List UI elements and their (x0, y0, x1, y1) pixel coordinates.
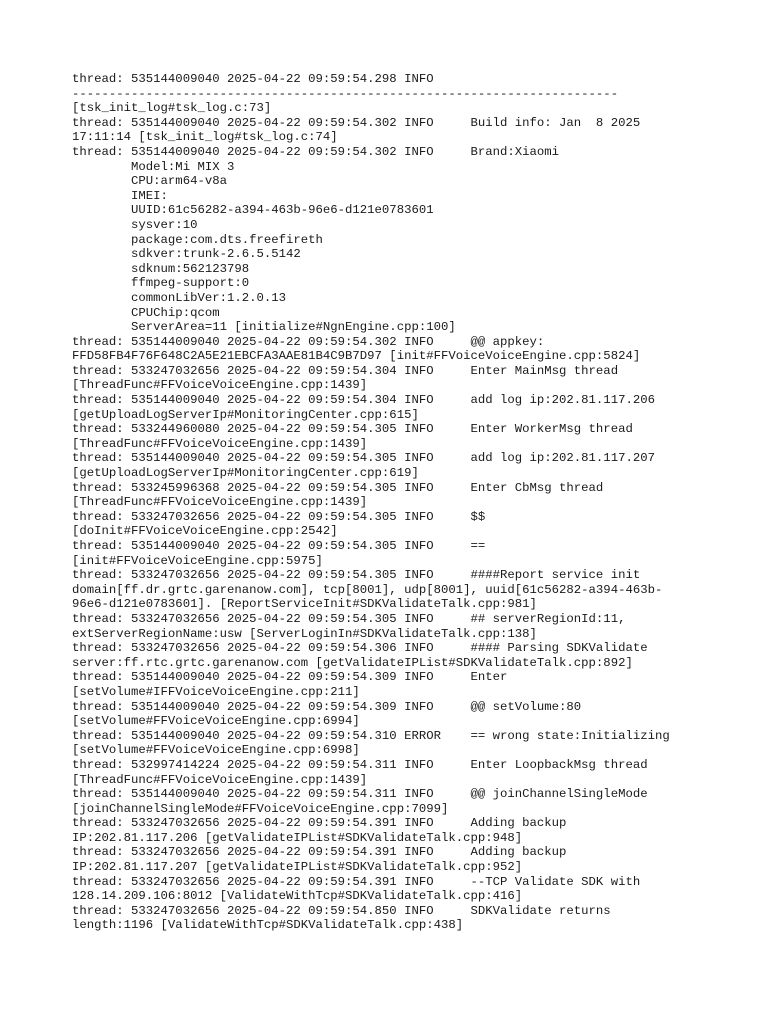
log-line: FFD58FB4F76F648C2A5E21EBCFA3AAE81B4C9B7D97 [init#FFVoiceVoiceEngine.cpp:5824] (72, 349, 641, 364)
log-line: ffmpeg-support:0 (72, 276, 250, 291)
log-line: Model:Mi MIX 3 (72, 159, 235, 174)
log-line: thread: 535144009040 2025-04-22 09:59:54.305 INFO == (72, 539, 486, 553)
log-line: UUID:61c56282-a394-463b-96e6-d121e0783601 (72, 203, 434, 218)
log-line: thread: 535144009040 2025-04-22 09:59:54.302 INFO Brand:Xiaomi (72, 144, 560, 159)
log-line: thread: 533247032656 2025-04-22 09:59:54.391 INFO --TCP Validate SDK with (72, 874, 641, 889)
log-line: thread: 533247032656 2025-04-22 09:59:54.304 INFO Enter MainMsg thread (72, 363, 619, 378)
log-line: thread: 535144009040 2025-04-22 09:59:54.309 INFO @@ setVolume:80 (72, 699, 582, 714)
log-line: thread: 535144009040 2025-04-22 09:59:54.298 INFO (72, 72, 434, 86)
log-line: sdknum:562123798 (72, 261, 250, 276)
log-line: thread: 535144009040 2025-04-22 09:59:54.305 INFO add log ip:202.81.117.207 (72, 451, 655, 466)
log-line: sysver:10 (72, 217, 198, 232)
log-line: sdkver:trunk-2.6.5.5142 (72, 247, 301, 262)
log-line: ServerArea=11 [initialize#NgnEngine.cpp:100] (72, 320, 456, 335)
log-line: package:com.dts.freefireth (72, 232, 323, 247)
log-line: 17:11:14 [tsk_init_log#tsk_log.c:74] (72, 130, 338, 145)
log-line: extServerRegionName:usw [ServerLoginIn#SDKValidateTalk.cpp:138] (72, 626, 537, 641)
log-line: [setVolume#FFVoiceVoiceEngine.cpp:6994] (72, 714, 360, 729)
log-line: thread: 535144009040 2025-04-22 09:59:54.302 INFO Build info: Jan 8 2025 (72, 115, 641, 130)
log-line: thread: 533247032656 2025-04-22 09:59:54.305 INFO $$ (72, 509, 486, 524)
log-page (72, 72, 712, 933)
log-line: [getUploadLogServerIp#MonitoringCenter.cpp:615] (72, 407, 419, 422)
log-line: thread: 533247032656 2025-04-22 09:59:54.850 INFO SDKValidate returns (72, 903, 611, 918)
log-line: thread: 533247032656 2025-04-22 09:59:54.305 INFO ####Report service init (72, 568, 641, 583)
log-line: thread: 533247032656 2025-04-22 09:59:54.306 INFO #### Parsing SDKValidate (72, 641, 648, 656)
log-line: [joinChannelSingleMode#FFVoiceVoiceEngine.cpp:7099] (72, 801, 449, 816)
log-line: thread: 535144009040 2025-04-22 09:59:54.309 INFO Enter (72, 670, 508, 685)
log-line: [tsk_init_log#tsk_log.c:73] (72, 101, 272, 116)
log-line: -------------------------------------------------------------------------- (72, 86, 619, 101)
log-line: thread: 535144009040 2025-04-22 09:59:54.304 INFO add log ip:202.81.117.206 (72, 393, 655, 408)
log-line: [getUploadLogServerIp#MonitoringCenter.cpp:619] (72, 466, 419, 481)
log-line: thread: 535144009040 2025-04-22 09:59:54.310 ERROR == wrong state:Initializing (72, 728, 670, 743)
log-line: [ThreadFunc#FFVoiceVoiceEngine.cpp:1439] (72, 772, 368, 787)
log-line: commonLibVer:1.2.0.13 (72, 290, 287, 305)
log-line: domain[ff.dr.grtc.garenanow.com], tcp[8001], udp[8001], uuid[61c56282-a394-463b- (72, 582, 663, 597)
log-text-block (72, 72, 712, 933)
log-line: thread: 533247032656 2025-04-22 09:59:54.391 INFO Adding backup (72, 845, 567, 860)
log-line: server:ff.rtc.grtc.garenanow.com [getValidateIPList#SDKValidateTalk.cpp:892] (72, 655, 633, 670)
log-line: 96e6-d121e0783601]. [ReportServiceInit#SDKValidateTalk.cpp:981] (72, 597, 537, 612)
log-line: [doInit#FFVoiceVoiceEngine.cpp:2542] (72, 524, 338, 539)
log-line: [setVolume#FFVoiceVoiceEngine.cpp:6998] (72, 743, 360, 758)
log-line: thread: 533245996368 2025-04-22 09:59:54.305 INFO Enter CbMsg thread (72, 480, 604, 495)
log-line: thread: 532997414224 2025-04-22 09:59:54.311 INFO Enter LoopbackMsg thread (72, 757, 648, 772)
log-line: thread: 535144009040 2025-04-22 09:59:54.302 INFO @@ appkey: (72, 334, 545, 349)
log-line: CPU:arm64-v8a (72, 174, 227, 189)
log-line: thread: 535144009040 2025-04-22 09:59:54.311 INFO @@ joinChannelSingleMode (72, 787, 648, 802)
log-line: [ThreadFunc#FFVoiceVoiceEngine.cpp:1439] (72, 378, 368, 393)
log-line: IMEI: (72, 188, 168, 203)
log-line: CPUChip:qcom (72, 305, 220, 320)
log-line: IP:202.81.117.207 [getValidateIPList#SDKValidateTalk.cpp:952] (72, 860, 523, 875)
log-line: thread: 533247032656 2025-04-22 09:59:54.305 INFO ## serverRegionId:11, (72, 611, 626, 626)
log-line: [ThreadFunc#FFVoiceVoiceEngine.cpp:1439] (72, 436, 368, 451)
log-line: [ThreadFunc#FFVoiceVoiceEngine.cpp:1439] (72, 495, 368, 510)
log-line: thread: 533244960080 2025-04-22 09:59:54.305 INFO Enter WorkerMsg thread (72, 422, 633, 437)
log-line: [init#FFVoiceVoiceEngine.cpp:5975] (72, 553, 323, 568)
log-line: [setVolume#IFFVoiceVoiceEngine.cpp:211] (72, 684, 360, 699)
log-line: thread: 533247032656 2025-04-22 09:59:54.391 INFO Adding backup (72, 816, 567, 831)
log-line: 128.14.209.106:8012 [ValidateWithTcp#SDKValidateTalk.cpp:416] (72, 889, 523, 904)
log-line: length:1196 [ValidateWithTcp#SDKValidateTalk.cpp:438] (72, 918, 464, 933)
log-line: IP:202.81.117.206 [getValidateIPList#SDKValidateTalk.cpp:948] (72, 830, 523, 845)
